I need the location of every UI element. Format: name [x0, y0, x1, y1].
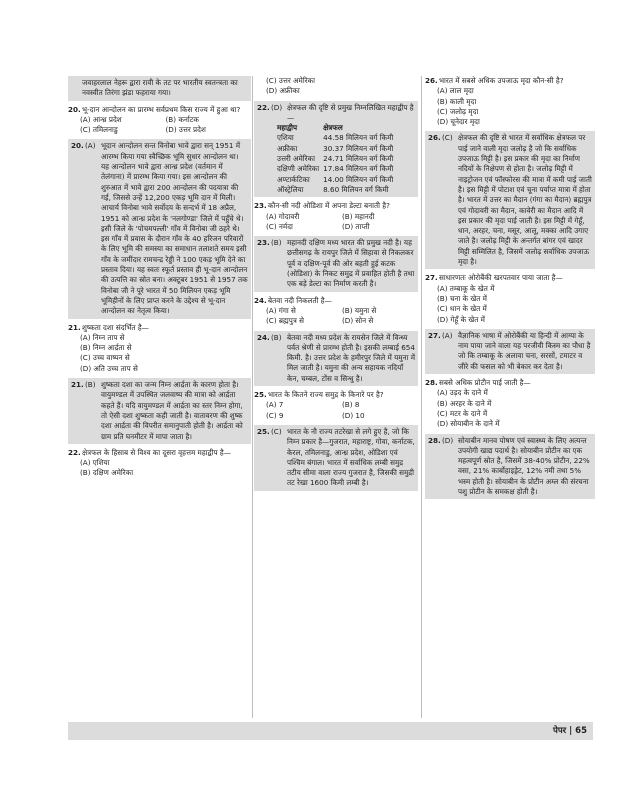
question-text: सबसे अधिक प्रोटीन पाई जाती है— — [439, 378, 531, 388]
question-number: 24. — [254, 295, 267, 305]
question-21 — [68, 323, 251, 374]
question-28 — [425, 378, 595, 429]
question-22-continued — [254, 76, 418, 97]
table-header-area: क्षेत्रफल — [323, 123, 343, 133]
option-a: (A) लाल मृदा — [437, 86, 474, 96]
question-25 — [254, 390, 418, 421]
table-row — [277, 154, 397, 164]
option-d: (D) 10 — [342, 410, 365, 420]
option-c: (C) उच्च वाष्पन से — [80, 353, 130, 363]
explanation-text: क्षेत्रफल की दृष्टि से भारत में सर्वाधिक क्षेत्रफल पर पाई जाने वाली मृदा जलोढ़ है जो कि सर्वाधिक उपजाऊ मिट्टी है। इस प्रकार की मृदा का निर्माण नदियों के निक्षेपण से होता है। जलोढ़ मिट्टी में नाइट्रोजन एवं फॉस्फोरस की मात्रा में कमी पाई जाती है। इस मिट्टी में पोटाश एवं चूना पर्याप्त मात्रा में होता है। भारत में उत्तर का मैदान (गंगा का मैदान) ब्रह्मपुत्र एवं गोदावरी का मैदान, कावेरी का मैदान आदि में इस प्रकार की मृदा पाई जाती है। इस मिट्टी में गेहूँ, धान, अरहर, चना, मसूर, आलू, मक्का आदि उगाए जाते है। जलोढ़ मिट्टी के अन्तर्गत बांगर एवं खादर मिट्टी सम्मिलित है, जिसमें जलोढ़ सर्वाधिक उपजाऊ मृदा है। — [458, 133, 592, 267]
option-d: (D) गेहूँ के खेत में — [437, 314, 485, 324]
answer-number: 20. — [71, 141, 84, 151]
table-header-continent: महाद्वीप — [277, 123, 298, 133]
explanation-text: वैज्ञानिक भाषा में ओरोबैंकी या हिन्दी में आग्या के नाम पाया जाने वाला यह परजीवी किस्म का पौधा है जो कि तम्बाकू के अलावा चना, सरसों, टमाटर व जीरे की फसल को भी बेकार कर देता है। — [458, 330, 591, 371]
page-number: पेपर | 65 — [553, 726, 587, 736]
question-number: 23. — [254, 201, 267, 211]
explanation-text: क्षेत्रफल की दृष्टि से प्रमुख निम्नलिखित महाद्वीप है— — [287, 102, 414, 122]
question-text: भारत के कितने राज्य समुद्र के किनारे पर है? — [268, 390, 384, 400]
explanation-text: महानदी दक्षिण मध्य भारत की प्रमुख नदी है। यह छत्तीसगढ़ के रायपुर जिले में सिहावा से निकलकर पूर्व व दक्षिण-पूर्व की ओर बहती हुई कटक (ओडिशा) के निकट समुद्र में प्रवाहित होती है तथा एक बड़े डेल्टा का निर्माण करती है। — [287, 238, 415, 289]
column-1 — [68, 76, 251, 483]
option-a: (A) उड़द के दाने में — [437, 388, 488, 398]
explanation-text: बेतवा नदी मध्य प्रदेश के रायसेन जिले में विन्ध्य पर्वत श्रेणी से प्रारम्भ होती है। इसकी लम्बाई 654 किमी. है। उत्तर प्रदेश के हमीरपुर जिले में यमुना में मिल जाती है। यमुना की अन्य सहायक नदियाँ केन, चम्बल, टोंस व सिन्धु है। — [287, 332, 416, 383]
option-d: (D) ताप्ती — [342, 221, 370, 231]
option-a: (A) आन्ध्र प्रदेश — [80, 114, 122, 124]
question-number: 25. — [254, 390, 267, 400]
question-number: 27. — [425, 273, 438, 283]
continent-name: अण्टार्कटिका — [277, 174, 310, 184]
option-d: (D) अफ्रीका — [266, 86, 300, 96]
option-b: (B) निम्न आर्द्रता से — [80, 343, 132, 353]
continent-area: 8.60 मिलियन वर्ग किमी — [323, 184, 389, 194]
answer-option: (A) — [442, 330, 453, 340]
question-text: शुष्कता दशा संदर्भित है— — [82, 322, 149, 332]
question-number: 20. — [68, 104, 81, 114]
answer-option: (C) — [271, 426, 282, 436]
answer-option: (D) — [271, 102, 283, 112]
option-b: (B) कर्नाटक — [165, 114, 199, 124]
column-3 — [425, 76, 595, 503]
answer-number: 27. — [428, 330, 441, 340]
explanation-text: भूदान आन्दोलन सन्त विनोबा भावे द्वारा सन् 1951 में आरम्भ किया गया स्वैच्छिक भूमि सुधार आन्दोलन था। यह आन्दोलन भावे द्वारा आन्ध्र प्रदेश (वर्तमान में तेलंगाना) में प्रारम्भ किया गया। इस आन्दोलन की शुरुआत में भावे द्वारा 200 आन्दोलन की पदयात्रा की गई, जिससे उन्हें 12,200 एकड़ भूमि दान में मिली। आचार्य विनोबा भावे सर्वोदय के सन्दर्भ में 18 अप्रैल, 1951 को आन्ध्र प्रदेश के 'नलगोण्डा' जिले में पहुँचे थे। इसी जिले के 'पोचमपल्ली' गाँव में विनोबा जी ठहरे थे। इस गाँव में प्रवास के दौरान गाँव के 40 हरिजन परिवारों के लिए भूमि की समस्या का समाधान तलाशते समय इसी गाँव के जमींदार रामचन्द्र रेड्डी ने 100 एकड़ भूमि देने का प्रस्ताव दिया। यह स्वतः स्फूर्त प्रस्ताव ही भू-दान आन्दोलन की उत्पत्ति का स्रोत बना। अक्टूबर 1951 से 1957 तक विनोबा जी ने पूरे भारत में 50 मिलियन एकड़ भूमि भूमिहीनों के लिए प्राप्त करने के उद्देश्य से भू-दान आन्दोलन का नेतृत्व किया। — [101, 141, 248, 316]
option-d: (D) सोन से — [342, 316, 374, 326]
column-divider — [421, 76, 422, 718]
option-d: (D) चूनेदार मृदा — [437, 117, 480, 127]
option-c: (C) 9 — [266, 410, 284, 420]
answer-number: 22. — [257, 102, 270, 112]
answer-27 — [425, 329, 595, 374]
option-d: (D) सोयाबीन के दाने में — [437, 419, 500, 429]
table-row — [277, 164, 397, 174]
answer-28 — [425, 434, 595, 500]
option-b: (B) अरहर के दाने में — [437, 398, 492, 408]
question-text: साधारणतः ओरोबैंकी खरपतवार पाया जाता है— — [439, 273, 563, 283]
option-c: (C) ब्रह्मपुत्र से — [266, 316, 304, 326]
option-c: (C) मटर के दाने में — [437, 408, 488, 418]
answer-number: 25. — [257, 426, 270, 436]
continent-area: 30.37 मिलियन वर्ग किमी — [323, 143, 394, 153]
question-text: भू-दान आन्दोलन का प्रारम्भ सर्वप्रथम किस राज्य में हुआ था? — [82, 104, 241, 114]
question-text: भारत में सबसे अधिक उपजाऊ मृदा कौन-सी है? — [439, 76, 564, 85]
option-b: (B) महानदी — [342, 211, 375, 221]
question-27 — [425, 273, 595, 324]
option-a: (A) तम्बाकू के खेत में — [437, 283, 495, 293]
option-c: (C) जलोढ़ मृदा — [437, 106, 479, 116]
column-divider — [252, 76, 253, 718]
answer-number: 21. — [71, 380, 84, 390]
continent-area-table — [277, 123, 397, 195]
question-text: क्षेत्रफल के हिसाब से विश्व का दूसरा वृहत्तम महाद्वीप है— — [82, 447, 231, 457]
answer-number: 28. — [428, 435, 441, 445]
explanation-text: शुष्कता दशा का जन्म निम्न आर्द्रता के कारण होता है। वायुमण्डल में उपस्थित जलवाष्प की मात्रा को आर्द्रता कहते हैं। यदि वायुमण्डल में आर्द्रता का स्तर निम्न होगा, तो ऐसी दशा शुष्कता कही जाती है। वातावरण की शुष्क दशा आर्द्रता की विपरीत समानुपाती होती है। आर्द्रता को ग्राम प्रति घनमीटर में मापा जाता है। — [101, 380, 243, 441]
continent-name: ऑस्ट्रेलिया — [277, 184, 304, 194]
answer-number: 24. — [257, 332, 270, 342]
answer-19-continued — [68, 76, 251, 101]
explanation-text: जवाहरलाल नेहरू द्वारा रावी के तट पर भारतीय स्वतन्त्रता का नवस्वीत तिरंगा झंडा फहराया गया। — [82, 78, 238, 98]
option-a: (A) निम्न ताप से — [80, 332, 125, 342]
option-a: (A) गंगा से — [266, 305, 296, 315]
answer-24 — [254, 331, 418, 386]
page-footer — [68, 722, 593, 740]
continent-area: 44.58 मिलियन वर्ग किमी — [323, 133, 394, 143]
question-text: बेतवा नदी निकलती है— — [268, 295, 332, 305]
option-b: (B) यमुना से — [342, 305, 377, 315]
answer-number: 26. — [428, 133, 441, 143]
continent-name: उत्तरी अमेरिका — [277, 154, 315, 164]
answer-25 — [254, 425, 418, 491]
question-23 — [254, 201, 418, 232]
question-22 — [68, 448, 251, 479]
answer-21 — [68, 378, 251, 444]
table-row — [277, 185, 397, 195]
answer-option: (C) — [442, 133, 453, 143]
continent-area: 24.71 मिलियन वर्ग किमी — [323, 154, 394, 164]
continent-name: अफ्रीका — [277, 143, 298, 153]
question-number: 21. — [68, 322, 81, 332]
option-a: (A) 7 — [266, 400, 284, 410]
answer-option: (D) — [442, 435, 454, 445]
answer-option: (B) — [271, 332, 282, 342]
answer-option: (A) — [85, 141, 96, 151]
answer-option: (B) — [85, 380, 96, 390]
option-b: (B) 8 — [342, 400, 360, 410]
question-number: 26. — [425, 76, 438, 85]
table-row — [277, 175, 397, 185]
answer-20 — [68, 139, 251, 318]
option-d: (D) उत्तर प्रदेश — [165, 125, 206, 135]
answer-23 — [254, 236, 418, 291]
option-c: (C) नर्मदा — [266, 221, 293, 231]
column-2 — [254, 76, 418, 495]
answer-22 — [254, 101, 418, 198]
option-b: (B) दक्षिण अमेरिका — [80, 468, 134, 478]
option-c: (C) तमिलनाडु — [80, 125, 118, 135]
continent-name: एशिया — [277, 133, 294, 143]
continent-name: दक्षिणी अमेरिका — [277, 164, 320, 174]
continent-area: 14.00 मिलियन वर्ग किमी — [323, 174, 394, 184]
answer-option: (B) — [271, 238, 282, 248]
question-text: कौन-सी नदी ओडिशा में अपना डेल्टा बनाती है? — [268, 201, 390, 211]
table-row — [277, 133, 397, 143]
question-number: 28. — [425, 378, 438, 388]
question-26 — [425, 76, 595, 127]
table-row — [277, 144, 397, 154]
answer-26 — [425, 131, 595, 269]
answer-number: 23. — [257, 238, 270, 248]
option-a: (A) एशिया — [80, 458, 110, 468]
question-20 — [68, 105, 251, 136]
option-c: (C) उत्तर अमेरिका — [266, 76, 316, 85]
question-24 — [254, 296, 418, 327]
option-a: (A) गोदावरी — [266, 211, 300, 221]
option-b: (B) काली मृदा — [437, 96, 477, 106]
option-b: (B) चना के खेत में — [437, 293, 487, 303]
option-c: (C) धान के खेत में — [437, 304, 487, 314]
explanation-text: भारत के नौ राज्य तटरेखा से लगे हुए है, जो कि निम्न प्रकार है—गुजरात, महाराष्ट्र, गोवा, कर्नाटक, केरल, तमिलनाडु, आन्ध्र प्रदेश, ओडिशा एवं पश्चिम बंगाल। भारत में सर्वाधिक लम्बी समुद्र तटीय सीमा वाला राज्य गुजरात है, जिसकी समुद्री तट रेखा 1600 किमी लम्बी है। — [287, 426, 415, 488]
explanation-text: सोयाबीन मानव पोषण एवं स्वास्थ्य के लिए अत्यन्त उपयोगी खाद्य पदार्थ है। सोयाबीन प्रोटीन का एक महत्वपूर्ण स्रोत है, जिसमें 38-40% प्रोटीन, 22% वसा, 21% कार्बोहाइड्रेट, 12% नमी तथा 5% भस्म होती है। सोयाबीन के प्रोटीन अम्ल की संरचना पशु प्रोटीन के समकक्ष होती है। — [458, 435, 590, 496]
continent-area: 17.84 मिलियन वर्ग किमी — [323, 164, 394, 174]
option-d: (D) अति उच्च ताप से — [80, 363, 138, 373]
question-number: 22. — [68, 447, 81, 457]
